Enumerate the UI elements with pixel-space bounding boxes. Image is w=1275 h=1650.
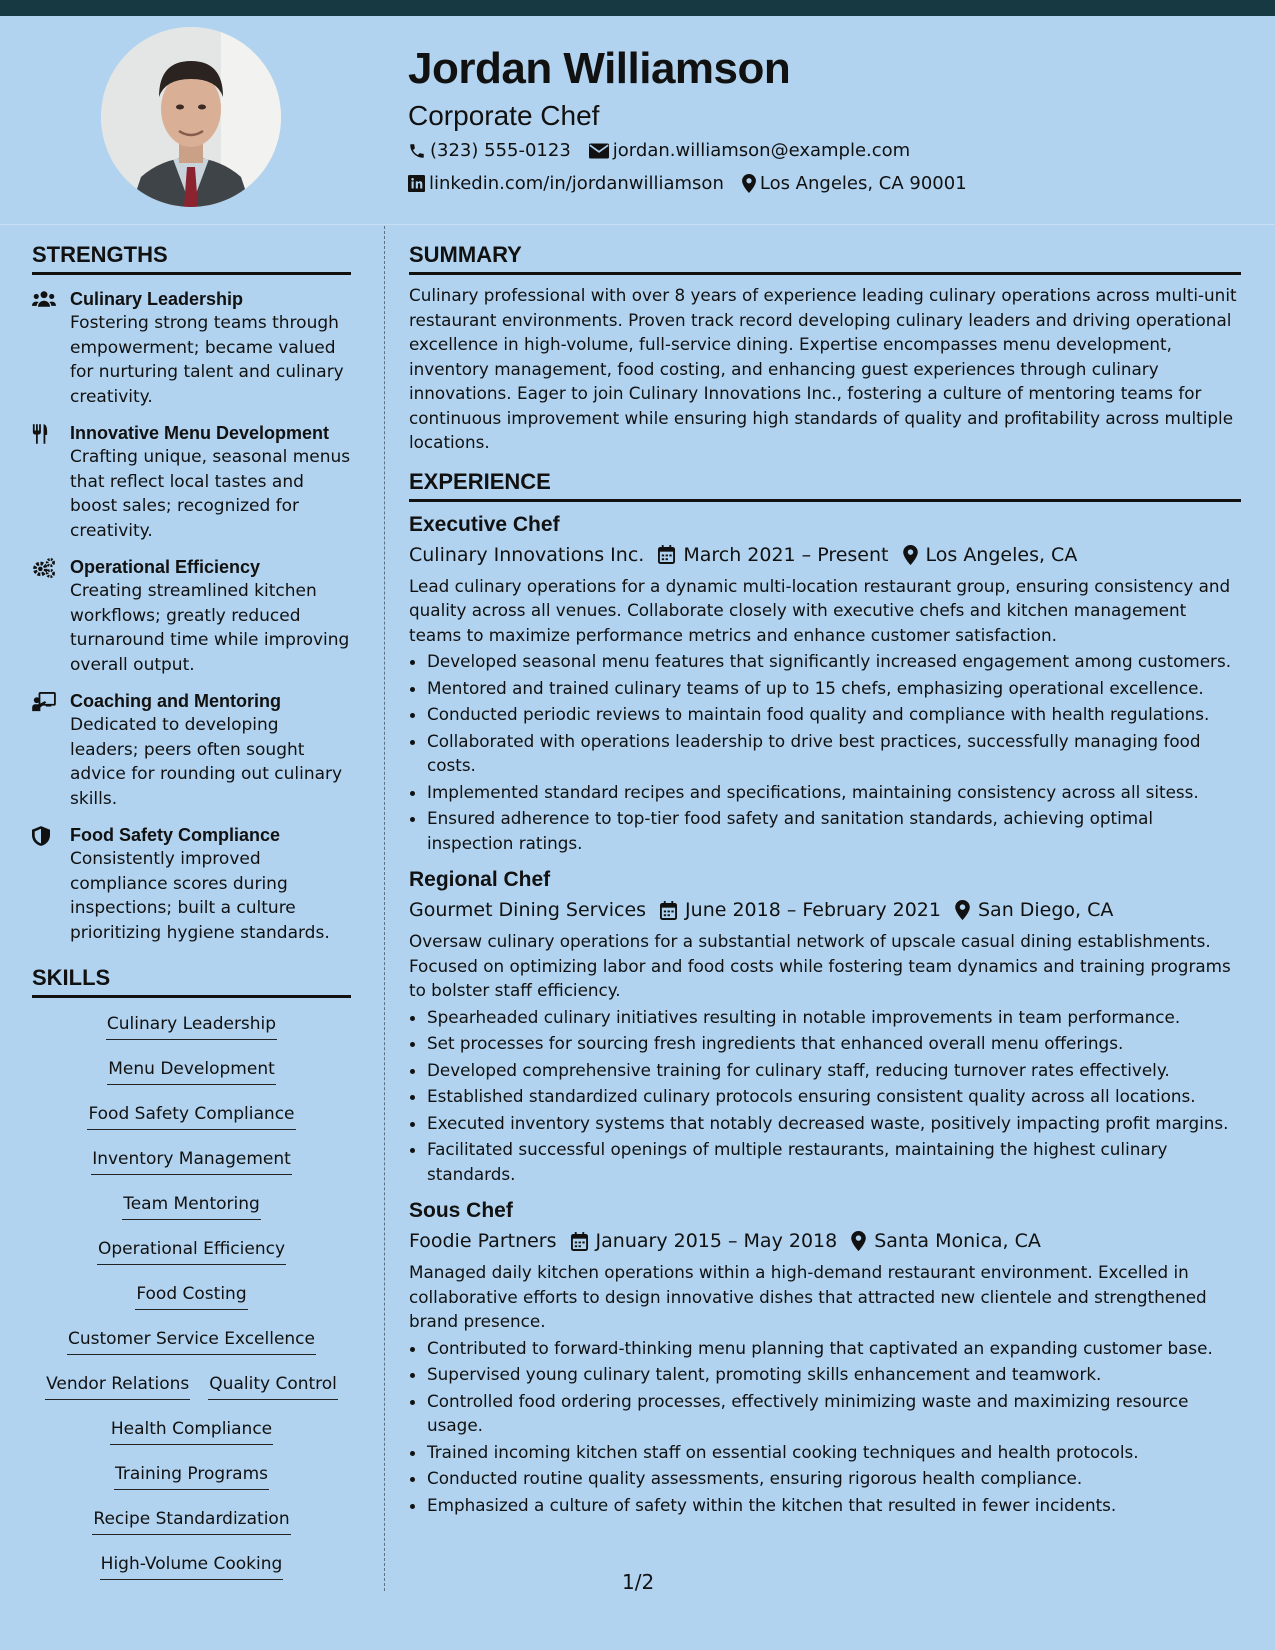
skill-tag: Vendor Relations xyxy=(45,1372,190,1400)
skill-tag: Customer Service Excellence xyxy=(67,1327,316,1355)
contact-row-2 xyxy=(408,167,985,200)
skill-tag: Culinary Leadership xyxy=(106,1012,277,1040)
bullet-item: • Conducted periodic reviews to maintain food quality and compliance with health regulations. xyxy=(427,702,1241,727)
profile-photo xyxy=(101,27,281,207)
strength-desc: Fostering strong teams through empowerment; became valued for nurturing talent and culinary creativity. xyxy=(70,313,344,407)
job-company: Culinary Innovations Inc. xyxy=(409,543,645,566)
strength-item xyxy=(32,689,351,811)
job-title: Executive Chef xyxy=(409,512,560,536)
calendar-icon xyxy=(571,1232,588,1251)
job-description: Managed daily kitchen operations within a high-demand restaurant environment. Excelled in collaborative efforts to design innovative dishes that attracted new clientele and strengthened brand presence. xyxy=(409,1262,1207,1331)
map-pin-icon xyxy=(742,174,756,193)
strength-title: Operational Efficiency xyxy=(70,557,261,577)
page-number: 1/2 xyxy=(622,1570,655,1594)
skills-heading: SKILLS xyxy=(32,963,351,998)
bullet-item: • Developed seasonal menu features that significantly increased engagement among customers. xyxy=(427,649,1241,674)
top-bar xyxy=(0,0,1275,16)
calendar-icon xyxy=(660,901,677,920)
skill-tag: Operational Efficiency xyxy=(97,1237,286,1265)
skills-list xyxy=(32,1012,351,1597)
skill-tag: Quality Control xyxy=(208,1372,338,1400)
bullet-item: • Facilitated successful openings of multiple restaurants, maintaining the highest culinary standards. xyxy=(427,1137,1241,1186)
bullet-item: • Contributed to forward-thinking menu planning that captivated an expanding customer base. xyxy=(427,1336,1241,1361)
job-entry xyxy=(409,1196,1241,1517)
candidate-title: Corporate Chef xyxy=(408,100,600,131)
job-location: San Diego, CA xyxy=(977,899,1114,921)
strength-desc: Consistently improved compliance scores during inspections; built a culture prioritizing hygiene standards. xyxy=(70,849,330,943)
bullet-item: • Emphasized a culture of safety within the kitchen that resulted in fewer incidents. xyxy=(427,1493,1241,1518)
gears-icon xyxy=(32,558,56,578)
job-entry xyxy=(409,510,1241,856)
map-pin-icon xyxy=(851,1231,866,1251)
job-dates: January 2015 – May 2018 xyxy=(595,1230,838,1252)
skills-section xyxy=(32,963,351,1597)
bullet-item: • Trained incoming kitchen staff on essential cooking techniques and health protocols. xyxy=(427,1440,1241,1465)
job-company: Foodie Partners xyxy=(409,1230,557,1252)
experience-heading: EXPERIENCE xyxy=(409,467,1241,502)
column-divider xyxy=(384,226,385,1591)
strength-desc: Dedicated to developing leaders; peers often sought advice for rounding out culinary skills. xyxy=(70,715,343,809)
bullet-item: • Developed comprehensive training for culinary staff, reducing turnover rates effectively. xyxy=(427,1058,1241,1083)
bullet-item: • Conducted routine quality assessments, ensuring rigorous health compliance. xyxy=(427,1466,1241,1491)
envelope-icon xyxy=(589,143,609,159)
job-bullets xyxy=(409,1336,1241,1518)
shield-icon xyxy=(32,826,50,846)
teacher-icon xyxy=(32,692,56,712)
skill-tag: High-Volume Cooking xyxy=(100,1552,284,1580)
strengths-heading: STRENGTHS xyxy=(32,240,351,275)
linkedin-contact[interactable] xyxy=(408,167,724,200)
strength-title: Coaching and Mentoring xyxy=(70,691,281,711)
bullet-item: • Implemented standard recipes and specifications, maintaining consistency across all sitess. xyxy=(427,780,1241,805)
phone-text: (323) 555-0123 xyxy=(430,140,571,161)
skill-tag: Recipe Standardization xyxy=(92,1507,290,1535)
strength-item xyxy=(32,823,351,945)
strength-item xyxy=(32,287,351,409)
location-text: Los Angeles, CA 90001 xyxy=(759,173,967,194)
bullet-item: • Set processes for sourcing fresh ingredients that enhanced overall menu offerings. xyxy=(427,1031,1241,1056)
contact-row-1 xyxy=(408,134,985,167)
strength-title: Culinary Leadership xyxy=(70,289,244,309)
map-pin-icon xyxy=(955,900,970,920)
bullet-item: • Supervised young culinary talent, promoting skills enhancement and teamwork. xyxy=(427,1362,1241,1387)
phone-contact xyxy=(408,134,571,167)
linkedin-text: linkedin.com/in/jordanwilliamson xyxy=(429,173,724,194)
job-description: Oversaw culinary operations for a substantial network of upscale casual dining establishments. Focused on optimizing labor and food costs while fostering team dynamics and training programs to bolster staff efficiency. xyxy=(409,931,1231,1000)
skill-tag: Training Programs xyxy=(114,1462,269,1490)
job-location: Santa Monica, CA xyxy=(874,1230,1041,1252)
strength-item xyxy=(32,421,351,543)
header-divider xyxy=(0,224,1275,225)
job-dates: March 2021 – Present xyxy=(683,543,889,566)
job-meta xyxy=(409,540,1241,570)
skill-tag: Food Safety Compliance xyxy=(87,1102,295,1130)
job-meta xyxy=(409,895,1241,925)
strength-desc: Creating streamlined kitchen workflows; greatly reduced turnaround time while improving overall output. xyxy=(70,581,350,675)
calendar-icon xyxy=(658,545,675,564)
users-icon xyxy=(32,290,56,308)
bullet-item: • Mentored and trained culinary teams of up to 15 chefs, emphasizing operational excellence. xyxy=(427,676,1241,701)
experience-section xyxy=(409,467,1241,1518)
main-column xyxy=(409,240,1241,1517)
utensils-icon xyxy=(32,424,48,444)
strength-desc: Crafting unique, seasonal menus that reflect local tastes and boost sales; recognized for creativity. xyxy=(70,447,351,541)
summary-heading: SUMMARY xyxy=(409,240,1241,275)
job-entry xyxy=(409,865,1241,1186)
email-contact[interactable] xyxy=(589,134,910,167)
job-dates: June 2018 – February 2021 xyxy=(685,899,941,921)
bullet-item: • Executed inventory systems that notably decreased waste, positively impacting profit margins. xyxy=(427,1111,1241,1136)
bullet-item: • Collaborated with operations leadership to drive best practices, successfully managing food costs. xyxy=(427,729,1241,778)
job-location: Los Angeles, CA xyxy=(925,543,1078,566)
email-text: jordan.williamson@example.com xyxy=(612,140,911,161)
candidate-name: Jordan Williamson xyxy=(408,44,791,93)
map-pin-icon xyxy=(903,545,918,565)
skill-tag: Health Compliance xyxy=(110,1417,273,1445)
skill-tag: Inventory Management xyxy=(91,1147,292,1175)
skill-tag: Food Costing xyxy=(135,1282,247,1310)
bullet-item: • Controlled food ordering processes, effectively minimizing waste and maximizing resource usage. xyxy=(427,1389,1241,1438)
job-company: Gourmet Dining Services xyxy=(409,899,647,921)
job-title: Sous Chef xyxy=(409,1199,513,1222)
job-title: Regional Chef xyxy=(409,868,551,891)
strength-title: Food Safety Compliance xyxy=(70,825,281,845)
job-description: Lead culinary operations for a dynamic multi-location restaurant group, ensuring consistency and quality across all venues. Collaborate closely with executive chefs and kitchen management teams to maximize performance metrics and enhance customer satisfaction. xyxy=(409,575,1231,645)
bullet-item: • Established standardized culinary protocols ensuring consistent quality across all locations. xyxy=(427,1084,1241,1109)
job-bullets xyxy=(409,649,1241,855)
sidebar xyxy=(32,240,351,1597)
skill-tag: Team Mentoring xyxy=(122,1192,261,1220)
bullet-item: • Spearheaded culinary initiatives resulting in notable improvements in team performance. xyxy=(427,1005,1241,1030)
strength-title: Innovative Menu Development xyxy=(70,423,330,443)
summary-text: Culinary professional with over 8 years of experience leading culinary operations across multi-unit restaurant environments. Proven track record developing culinary leaders and driving operational excellence in high-volume, full-service dining. Expertise encompasses menu development, inventory management, food costing, and enhancing guest experiences through culinary innovations. Eager to join Culinary Innovations Inc., fostering a culture of mentoring teams for continuous improvement while ensuring high standards of quality and profitability across multiple locations. xyxy=(409,285,1237,452)
linkedin-icon xyxy=(408,175,425,192)
job-meta xyxy=(409,1226,1241,1256)
bullet-item: • Ensured adherence to top-tier food safety and sanitation standards, achieving optimal inspection ratings. xyxy=(427,806,1241,855)
job-bullets xyxy=(409,1005,1241,1187)
resume-header xyxy=(408,40,985,200)
location-contact xyxy=(742,167,967,200)
phone-icon xyxy=(408,142,426,160)
skill-tag: Menu Development xyxy=(107,1057,276,1085)
strength-item xyxy=(32,555,351,677)
